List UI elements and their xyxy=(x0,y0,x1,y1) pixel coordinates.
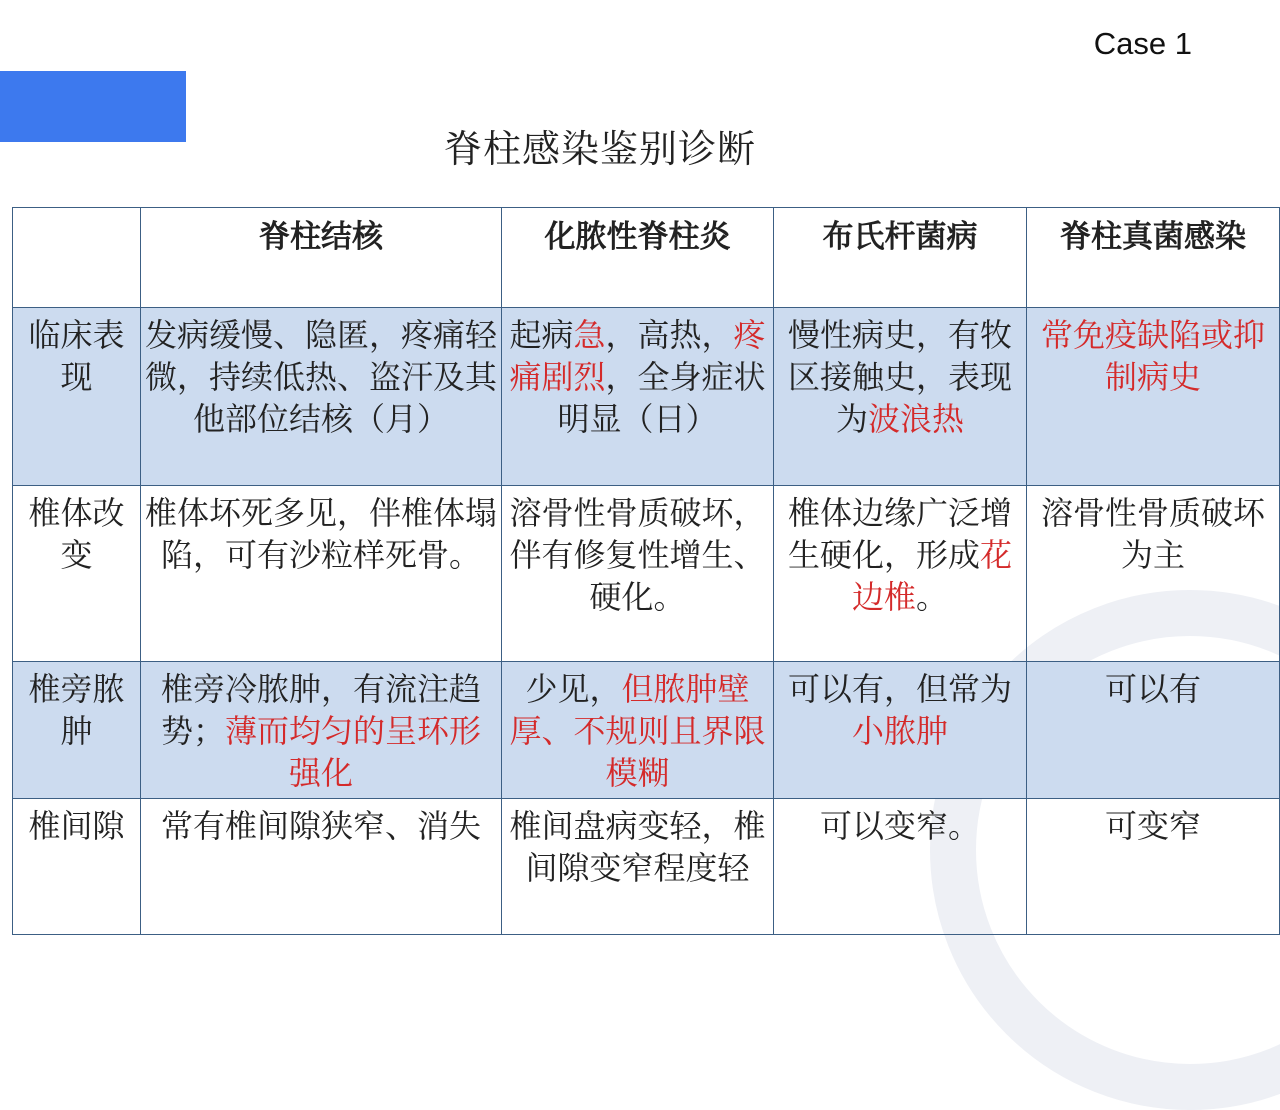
table-cell xyxy=(141,662,502,799)
table-cell xyxy=(774,308,1027,486)
cell-text: ，高热， xyxy=(605,316,734,354)
table-cell xyxy=(502,486,774,662)
table-cell xyxy=(502,799,774,935)
cell-text: 溶骨性骨质破坏为主 xyxy=(1040,494,1265,574)
cell-text: 慢性病史，有牧区接触史，表现为 xyxy=(787,316,1012,438)
row-label-paravertebral: 椎旁脓肿 xyxy=(13,662,141,799)
table-header-row xyxy=(13,208,1280,308)
table-cell xyxy=(774,799,1027,935)
highlighted-text: 花边椎 xyxy=(851,536,1013,616)
header-fungal-infection: 脊柱真菌感染 xyxy=(1027,208,1280,308)
table-cell xyxy=(502,662,774,799)
table-row xyxy=(13,308,1280,486)
cell-text: 可以有 xyxy=(1104,670,1201,708)
cell-text: 椎体边缘广泛增生硬化，形成 xyxy=(787,494,1012,574)
highlighted-text: 薄而均匀的呈环形强化 xyxy=(225,712,482,792)
table-cell xyxy=(1027,662,1280,799)
cell-text: 椎间盘病变轻，椎间隙变窄程度轻 xyxy=(509,807,766,887)
row-label-clinical: 临床表现 xyxy=(13,308,141,486)
cell-text: 。 xyxy=(916,578,949,616)
table-cell xyxy=(1027,486,1280,662)
header-pyogenic-spondylitis: 化脓性脊柱炎 xyxy=(502,208,774,308)
highlighted-text: 急 xyxy=(573,316,606,354)
table-cell xyxy=(774,486,1027,662)
highlighted-text: 常免疫缺陷或抑制病史 xyxy=(1040,316,1265,396)
cell-text: 椎体坏死多见，伴椎体塌陷，可有沙粒样死骨。 xyxy=(145,494,498,574)
cell-text: 少见， xyxy=(525,670,622,708)
cell-text: 椎旁冷脓肿，有流注趋势； xyxy=(160,670,481,750)
table-cell xyxy=(1027,308,1280,486)
highlighted-text: 疼痛剧烈 xyxy=(509,316,766,396)
cell-text: 起病 xyxy=(509,316,574,354)
table-row xyxy=(13,799,1280,935)
highlighted-text: 小脓肿 xyxy=(851,712,948,750)
table-cell xyxy=(1027,799,1280,935)
cell-text: 可以有，但常为 xyxy=(787,670,1012,708)
header-brucellosis: 布氏杆菌病 xyxy=(774,208,1027,308)
cell-text: 可变窄 xyxy=(1104,807,1201,845)
table-row xyxy=(13,486,1280,662)
cell-text: 发病缓慢、隐匿，疼痛轻微，持续低热、盗汗及其他部位结核（月） xyxy=(145,316,498,438)
header-spinal-tuberculosis: 脊柱结核 xyxy=(141,208,502,308)
case-label: Case 1 xyxy=(1093,26,1192,61)
table-cell xyxy=(141,799,502,935)
slide-title: 脊柱感染鉴别诊断 xyxy=(443,127,756,171)
table-cell xyxy=(141,308,502,486)
highlighted-text: 波浪热 xyxy=(868,400,965,438)
highlighted-text: 但脓肿壁厚、不规则且界限模糊 xyxy=(509,670,766,792)
table-cell xyxy=(774,662,1027,799)
row-label-vertebral: 椎体改变 xyxy=(13,486,141,662)
cell-text: ，全身症状明显（日） xyxy=(557,358,766,438)
differential-diagnosis-table xyxy=(12,207,1280,935)
row-label-disc-space: 椎间隙 xyxy=(13,799,141,935)
table-cell xyxy=(502,308,774,486)
cell-text: 溶骨性骨质破坏，伴有修复性增生、硬化。 xyxy=(509,494,766,616)
cell-text: 常有椎间隙狭窄、消失 xyxy=(160,807,481,845)
cell-text: 可以变窄。 xyxy=(819,807,980,845)
header-cell-empty xyxy=(13,208,141,308)
table-row xyxy=(13,662,1280,799)
table-cell xyxy=(141,486,502,662)
